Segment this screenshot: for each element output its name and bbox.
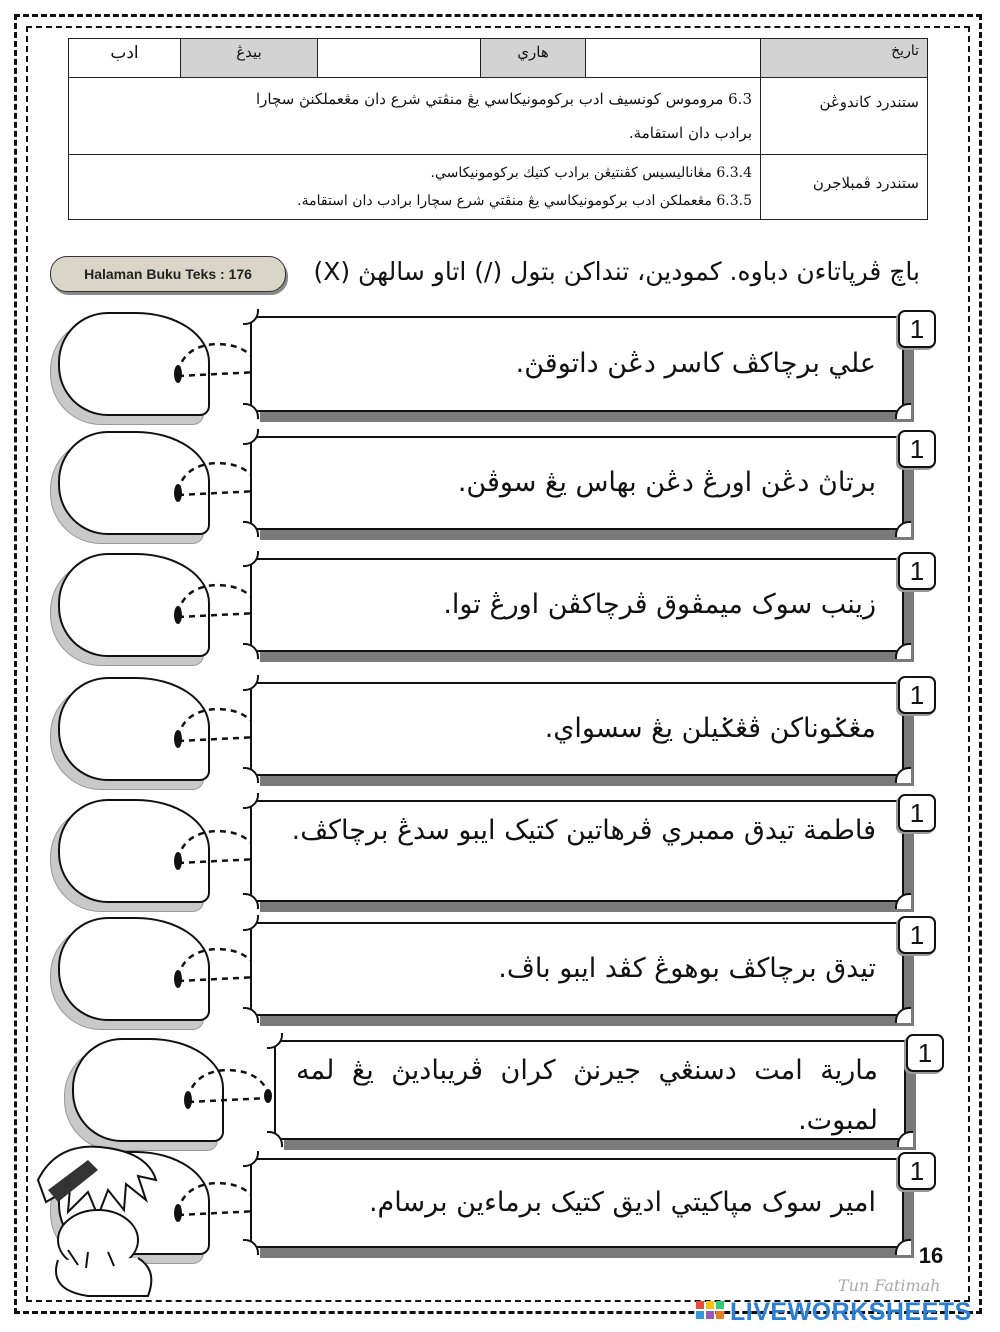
mark-box: 1 xyxy=(898,916,936,954)
question-row xyxy=(0,1037,1000,1156)
liveworksheets-icon xyxy=(696,1299,726,1325)
statement-text: فاطمة تيدق ممبري ڤرهاتين كتيک ايبو سدڠ برچاكڤ. xyxy=(291,815,876,846)
connector-line xyxy=(176,1058,286,1118)
card-corner xyxy=(267,1033,283,1049)
statement-text: زينب سوک ميمڤوق ڤرچاكڤن اورڠ توا. xyxy=(443,589,876,620)
question-row xyxy=(0,555,1000,668)
page-number: 16 xyxy=(918,1243,944,1268)
signature-watermark: Tun Fatimah xyxy=(838,1276,941,1295)
day-label: هاري xyxy=(481,39,586,78)
textbook-page-badge: Halaman Buku Teks : 176 xyxy=(50,256,286,292)
standard-content-cell xyxy=(69,78,761,155)
card-corner xyxy=(243,429,259,445)
statement-card xyxy=(250,558,904,652)
card-corner xyxy=(243,521,259,537)
class-label: بيدڠ xyxy=(181,39,318,78)
card-corner xyxy=(895,893,911,909)
card-corner xyxy=(243,643,259,659)
card-corner xyxy=(895,643,911,659)
kid-illustration xyxy=(28,1140,178,1300)
card-corner xyxy=(243,1239,259,1255)
card-corner xyxy=(895,1007,911,1023)
standard-content-text-1: 6.3 مروموس كونسيف ادب بركومونيكاسي يڠ منڤتي شرع دان مڠعملكنڽ سچارا xyxy=(255,90,752,108)
standard-learning-item-2: 6.3.5 مڠعملكن ادب بركومونيكاسي يڠ منڤتي شرع سچارا برادب دان استقامة. xyxy=(297,193,752,209)
mark-box: 1 xyxy=(898,794,936,832)
mark-box: 1 xyxy=(906,1034,944,1072)
card-corner xyxy=(895,403,911,419)
statement-card xyxy=(250,922,904,1016)
card-corner xyxy=(243,309,259,325)
statement-card xyxy=(250,800,904,902)
statement-card xyxy=(274,1040,906,1140)
statement-text: برتاڽ دڠن اورڠ دڠن بهاس يڠ سوڤن. xyxy=(457,467,876,498)
standard-learning-cell xyxy=(69,155,761,220)
statement-text: مارية امت دسنڠي جيرنڽ كران ڤريباديڽ يڠ لمه لمبوت. xyxy=(296,1055,878,1136)
card-corner xyxy=(243,551,259,567)
card-corner xyxy=(895,767,911,783)
question-row xyxy=(0,919,1000,1032)
question-row xyxy=(0,797,1000,918)
standard-content-label: ستندرد كاندوڠن xyxy=(761,78,928,155)
statement-text: مڠݢوناكن ڤڠݢيلن يڠ سسواي. xyxy=(544,713,876,744)
card-corner xyxy=(243,893,259,909)
standard-learning-label: ستندرد ڤمبلاجرن xyxy=(761,155,928,220)
question-row xyxy=(0,679,1000,792)
mark-box: 1 xyxy=(898,430,936,468)
card-corner xyxy=(243,403,259,419)
date-field[interactable] xyxy=(586,39,761,78)
header-table xyxy=(68,38,928,220)
statement-card xyxy=(250,1158,904,1248)
statement-card xyxy=(250,682,904,776)
statement-text: تيدق برچاكڤ بوهوڠ كڤد ايبو باڤ. xyxy=(498,953,876,984)
mark-box: 1 xyxy=(898,310,936,348)
statement-text: علي برچاكڤ كاسر دڠن داتوقڽ. xyxy=(515,348,876,379)
card-corner xyxy=(895,521,911,537)
card-corner xyxy=(243,915,259,931)
standard-content-text-2: برادب دان استقامة. xyxy=(628,124,752,142)
mark-box: 1 xyxy=(898,552,936,590)
mark-box: 1 xyxy=(898,1152,936,1190)
liveworksheets-wordmark: LIVEWORKSHEETS xyxy=(730,1297,972,1326)
mark-box: 1 xyxy=(898,676,936,714)
card-corner xyxy=(243,767,259,783)
statement-text: امير سوک مپاكيتي اديق كتيک برماءين برسام. xyxy=(368,1187,876,1218)
statement-card xyxy=(250,436,904,530)
liveworksheets-logo[interactable] xyxy=(696,1296,992,1328)
card-corner xyxy=(243,675,259,691)
question-row xyxy=(0,313,1000,428)
card-corner xyxy=(243,793,259,809)
subject-value: ادب xyxy=(69,39,181,78)
card-corner xyxy=(267,1131,283,1147)
statement-card xyxy=(250,316,904,412)
day-field[interactable] xyxy=(318,39,481,78)
card-corner xyxy=(897,1131,913,1147)
question-row xyxy=(0,433,1000,546)
standard-learning-item-1: 6.3.4 مڠاناليسيس كڤنتيڠن برادب كتيك بركومونيكاسي. xyxy=(430,165,752,181)
instruction-text: باچ ڤرپاتاءن دباوه. كمودين، تنداكن بتول (/) اتاو سالهڽ (X) xyxy=(313,257,920,286)
card-corner xyxy=(243,1151,259,1167)
card-corner xyxy=(243,1007,259,1023)
date-label: تاريخ xyxy=(761,39,928,78)
